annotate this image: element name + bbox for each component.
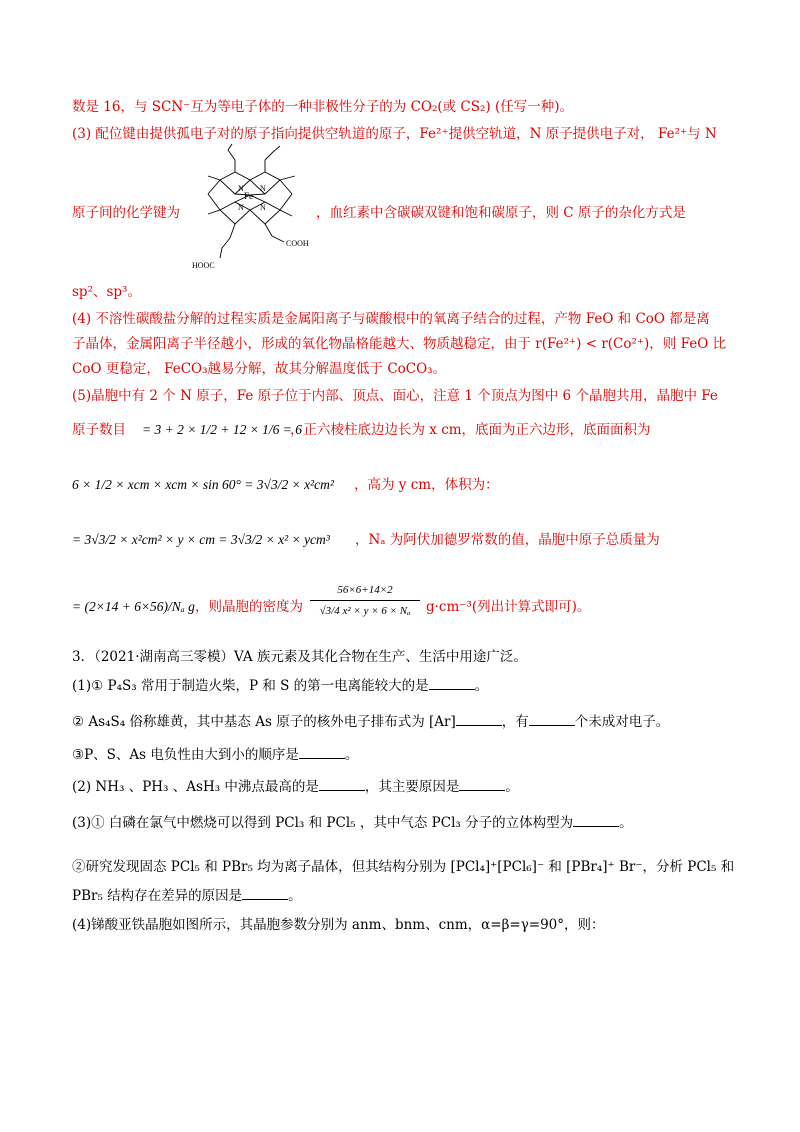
answer-blank[interactable] [529,713,575,726]
volume-equation: = 3√3/2 × x²cm² × y × cm = 3√3/2 × x² × ycm³ [72,532,330,547]
answer-line-7: CoO 更稳定， FeCO₃越易分解，故其分解温度低于 CoCO₃。 [72,361,447,377]
answer-line-11b: ，Nₐ 为阿伏加德罗常数的值，晶胞中原子总质量为 [355,532,660,548]
answer-line-9a: 原子数目 [72,422,126,438]
hooc-label: HOOC [192,261,215,270]
question-2: (2) NH₃ 、PH₃ 、AsH₃ 中沸点最高的是 ，其主要原因是 。 [72,779,519,795]
fe-atom-label: Fe [244,191,253,201]
n-atom-label: N [260,184,266,193]
question-4: (4)锑酸亚铁晶胞如图所示，其晶胞参数分别为 anm、bnm、cnm，α=β=γ=90°，则： [72,917,605,933]
answer-blank[interactable] [429,677,475,690]
question-1-3: ③P、S、As 电负性由大到小的顺序是 。 [72,747,359,763]
answer-line-8: (5)晶胞中有 2 个 N 原子，Fe 原子位于内部、顶点、面心，注意 1 个顶点为图中 6 个晶胞共用，晶胞中 Fe [72,388,718,404]
answer-blank[interactable] [456,713,502,726]
heme-structure-diagram [180,142,330,274]
answer-blank[interactable] [459,778,505,791]
n-atom-label: N [238,203,244,212]
n-atom-label: N [238,184,244,193]
answer-line-12c: g·cm⁻³(列出计算式即可)。 [426,599,591,615]
answer-line-10b: ，高为 y cm，体积为： [354,477,499,493]
answer-line-3b: ，血红素中含碳碳双键和饱和碳原子，则 C 原子的杂化方式是 [316,205,686,221]
answer-blank[interactable] [573,814,619,827]
question-1-2: ② As₄S₄ 俗称雄黄，其中基态 As 原子的核外电子排布式为 [Ar] ，有 个未成对电子。 [72,714,670,730]
answer-blank[interactable] [299,746,345,759]
answer-blank[interactable] [242,887,288,900]
answer-line-4: sp²、sp³。 [72,284,141,300]
cooh-label: COOH [286,239,309,248]
fe-atom-count-equation: = 3 + 2 × 1/2 + 12 × 1/6 = 6 [142,422,303,437]
question-3-2: ②研究发现固态 PCl₅ 和 PBr₅ 均为离子晶体，但其结构分别为 [PCl₄]⁺[PCl₆]⁻ 和 [PBr₄]⁺ Br⁻，分析 PCl₅ 和 [72,859,735,875]
answer-line-9b: ，正六棱柱底边边长为 x cm，底面为正六边形，底面面积为 [290,422,651,438]
answer-line-6: 子晶体，金属阳离子半径越小，形成的氧化物晶格能越大、物质越稳定，由于 r(Fe²⁺) < r(Co²⁺)，则 FeO 比 [72,336,727,352]
base-area-equation: 6 × 1/2 × xcm × xcm × sin 60° = 3√3/2 × x²cm² [72,477,334,492]
question-3-title: 3．（2021·湖南高三零模）VA 族元素及其化合物在生产、生活中用途广泛。 [72,649,527,665]
answer-line-12b: ，则晶胞的密度为 [195,599,303,615]
answer-line-5: (4) 不溶性碳酸盐分解的过程实质是金属阳离子与碳酸根中的氧离子结合的过程，产物 FeO 和 CoO 都是离 [72,311,710,327]
answer-line-3a: 原子间的化学键为 [72,205,180,221]
answer-line-2: (3) 配位键由提供孤电子对的原子指向提供空轨道的原子，Fe²⁺提供空轨道，N 原子提供电子对， Fe²⁺与 N [72,126,717,142]
question-3-1: (3)① 白磷在氯气中燃烧可以得到 PCl₃ 和 PCl₅ ，其中气态 PCl₃ 分子的立体构型为 。 [72,815,633,831]
density-numerator: 56×6+14×2 √3/4 x² × y × 6 × Nₐ [310,580,420,621]
mass-equation: = (2×14 + 6×56)/Nₐ g [72,599,195,614]
question-1-1: (1)① P₄S₃ 常用于制造火柴，P 和 S 的第一电离能较大的是 。 [72,678,489,694]
answer-blank[interactable] [319,778,365,791]
question-3-2-cont: PBr₅ 结构存在差异的原因是 。 [72,888,302,904]
answer-line-1: 数是 16，与 SCN⁻互为等电子体的一种非极性分子的为 CO₂(或 CS₂) (任写一种)。 [72,99,574,115]
n-atom-label: N [260,203,266,212]
